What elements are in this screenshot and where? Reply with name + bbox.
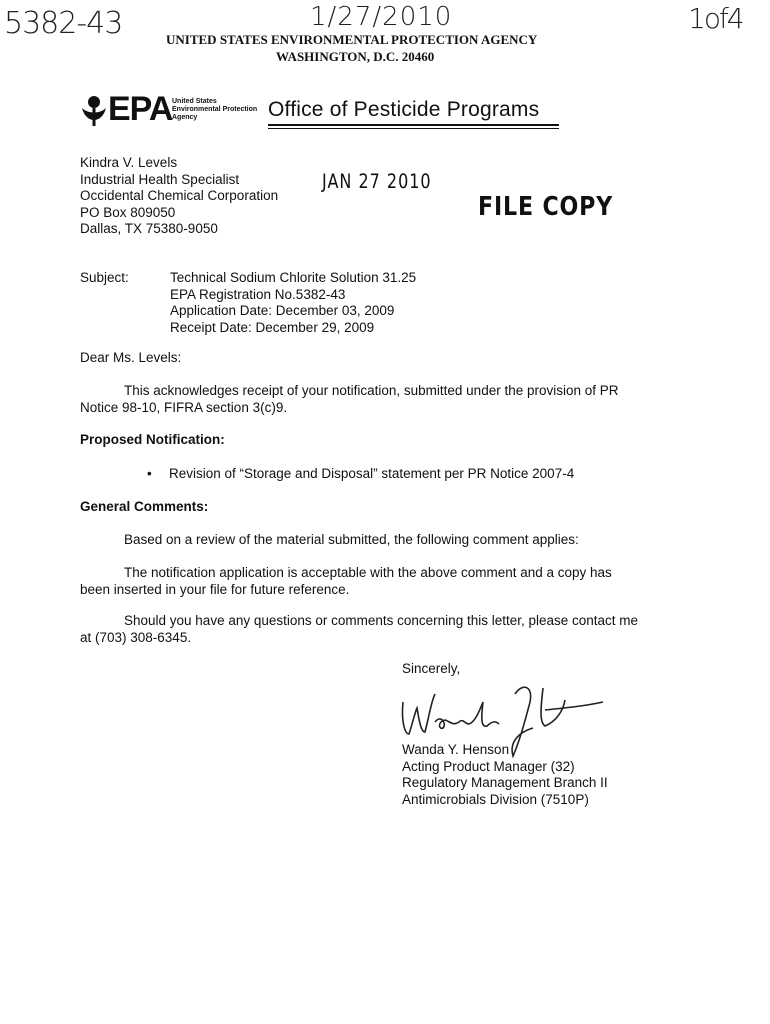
salutation: Dear Ms. Levels: — [80, 350, 182, 365]
agency-name: UNITED STATES ENVIRONMENTAL PROTECTION AGENCY — [166, 32, 538, 47]
signer-division: Antimicrobials Division (7510P) — [402, 791, 589, 807]
recipient-address: Kindra V. Levels Industrial Health Specialist Occidental Chemical Corporation PO Box 809050 Dallas, TX 75380-9050 — [80, 155, 279, 236]
proposed-notification-heading: Proposed Notification: — [80, 432, 225, 447]
handwritten-file-number: 5382-43 — [4, 6, 123, 41]
office-title: Office of Pesticide Programs — [268, 98, 540, 121]
bullet-icon: • — [147, 466, 152, 481]
date-stamp: JAN 27 2010 — [322, 170, 432, 193]
signature-block — [402, 742, 608, 808]
paragraph-acknowledgement: This acknowledges receipt of your notification, submitted under the provision of PR Notice 98-10, FIFRA section 3(c)9. — [80, 383, 619, 415]
paragraph-contact: Should you have any questions or comments concerning this letter, please contact me at (703) 308-6345. — [80, 613, 639, 645]
handwritten-page-count: 1of4 — [688, 2, 743, 35]
subject-label: Subject: — [80, 270, 129, 285]
file-copy-stamp: FILE COPY — [478, 192, 614, 222]
signer-branch: Regulatory Management Branch II — [402, 775, 608, 790]
closing: Sincerely, — [402, 661, 461, 676]
paragraph-review: Based on a review of the material submitted, the following comment applies: — [124, 532, 579, 547]
signer-title: Acting Product Manager (32) — [402, 758, 575, 774]
epa-flower-icon — [80, 94, 108, 128]
signer-name: Wanda Y. Henson — [402, 742, 510, 757]
epa-logo — [80, 92, 270, 134]
general-comments-heading: General Comments: — [80, 499, 209, 514]
title-underline-thin — [268, 128, 559, 129]
paragraph-acceptable: The notification application is acceptable with the above comment and a copy has been inserted in your file for future reference. — [80, 565, 612, 597]
subject-lines: Technical Sodium Chlorite Solution 31.25 EPA Registration No.5382-43 Application Date: December 03, 2009 Receipt Date: December 29, 2009 — [170, 270, 417, 335]
title-underline — [268, 124, 559, 126]
epa-logo-subtitle: United States Environmental Protection Agency — [172, 98, 258, 121]
agency-address: WASHINGTON, D.C. 20460 — [276, 49, 435, 64]
epa-logo-mark: EPA — [108, 90, 173, 128]
handwritten-date: 1/27/2010 — [310, 2, 453, 32]
bullet-item: • Revision of “Storage and Disposal” statement per PR Notice 2007-4 — [147, 466, 575, 481]
